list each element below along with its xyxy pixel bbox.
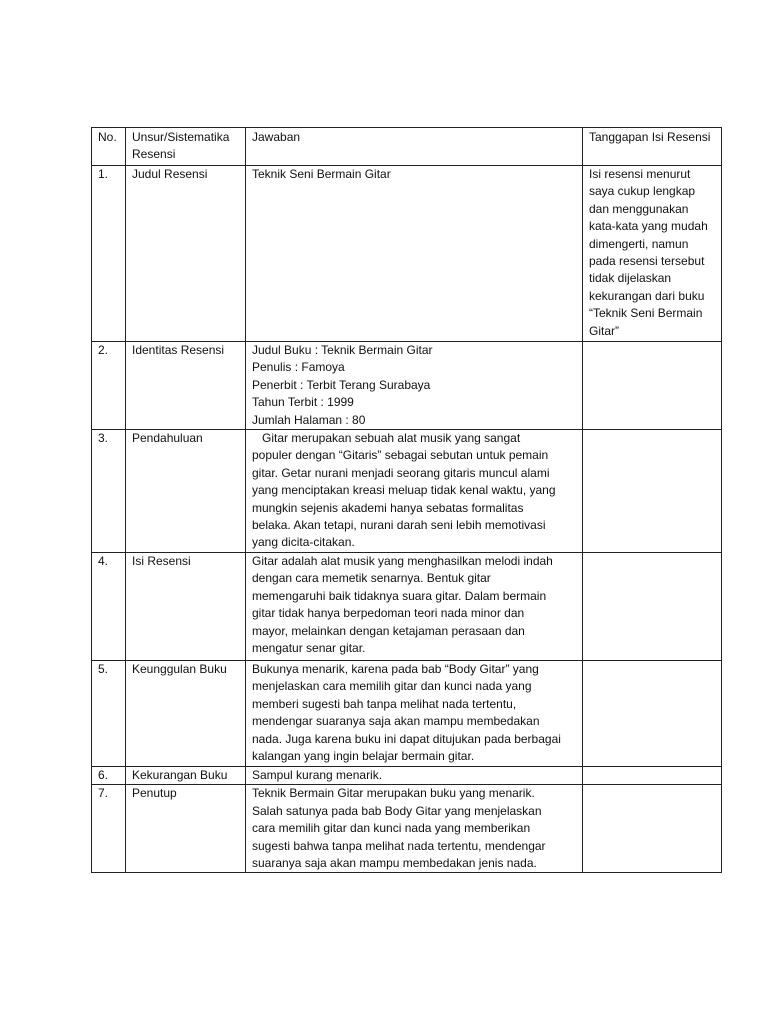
jawaban-line: mendengar suaranya saja akan mampu membedakan <box>252 714 540 729</box>
table-row <box>92 166 722 342</box>
jawaban-line: kalangan yang ingin belajar bermain gitar. <box>252 748 475 763</box>
row-number: 1. <box>92 166 126 342</box>
jawaban-line: Sampul kurang menarik. <box>252 767 383 782</box>
table-row <box>92 430 722 553</box>
jawaban-line: mengatur senar gitar. <box>252 640 366 655</box>
jawaban-line: dengan cara memetik senarnya. Bentuk gitar <box>252 571 491 586</box>
jawaban-line: Bukunya menarik, karena pada bab “Body Gitar” yang <box>252 661 539 676</box>
row-jawaban <box>246 766 583 784</box>
jawaban-line: Penulis : Famoya <box>252 360 345 375</box>
jawaban-line: mayor, melainkan dengan ketajaman perasaan dan <box>252 623 525 638</box>
row-unsur: Keunggulan Buku <box>126 660 246 766</box>
jawaban-line: cara memilih gitar dan kunci nada yang memberikan <box>252 821 531 836</box>
row-unsur: Kekurangan Buku <box>126 766 246 784</box>
row-unsur: Judul Resensi <box>126 166 246 342</box>
tanggapan-line: Gitar” <box>589 323 619 338</box>
jawaban-line: yang dicita-citakan. <box>252 535 355 550</box>
jawaban-line: Judul Buku : Teknik Bermain Gitar <box>252 343 433 357</box>
row-jawaban <box>246 785 583 873</box>
table-row <box>92 660 722 766</box>
table-row <box>92 342 722 430</box>
jawaban-line: yang menciptakan kreasi meluap tidak kenal waktu, yang <box>252 483 556 498</box>
row-tanggapan <box>583 766 722 784</box>
table-row <box>92 785 722 873</box>
jawaban-line: Gitar merupakan sebuah alat musik yang sangat <box>252 431 521 446</box>
jawaban-line: mungkin sejenis akademi hanya sebatas formalitas <box>252 500 524 515</box>
header-unsur-line2: Resensi <box>132 147 176 162</box>
row-number: 4. <box>92 552 126 660</box>
header-tanggapan: Tanggapan Isi Resensi <box>583 128 722 166</box>
jawaban-line: Salah satunya pada bab Body Gitar yang menjelaskan <box>252 803 542 818</box>
tanggapan-line: pada resensi tersebut <box>589 254 705 269</box>
jawaban-line: gitar tidak hanya berpedoman teori nada minor dan <box>252 606 525 621</box>
jawaban-line: suaranya saja akan mampu membedakan jenis nada. <box>252 855 537 870</box>
header-unsur <box>126 128 246 166</box>
row-jawaban <box>246 430 583 553</box>
jawaban-line: Penerbit : Terbit Terang Surabaya <box>252 377 431 392</box>
table-row <box>92 552 722 660</box>
row-number: 2. <box>92 342 126 430</box>
jawaban-line: nada. Juga karena buku ini dapat ditujukan pada berbagai <box>252 731 561 746</box>
tanggapan-line: tidak dijelaskan <box>589 271 672 286</box>
tanggapan-line: kata-kata yang mudah <box>589 219 708 234</box>
tanggapan-line: dan menggunakan <box>589 201 689 216</box>
row-tanggapan <box>583 166 722 342</box>
jawaban-line: memberi sugesti bah tanpa melihat nada tertentu, <box>252 696 517 711</box>
tanggapan-line: saya cukup lengkap <box>589 184 696 199</box>
row-unsur: Penutup <box>126 785 246 873</box>
tanggapan-line: Isi resensi menurut <box>589 167 691 181</box>
header-jawaban: Jawaban <box>246 128 583 166</box>
jawaban-line: memengaruhi baik tidaknya suara gitar. Dalam bermain <box>252 588 547 603</box>
jawaban-line: sugesti bahwa tanpa melihat nada tertentu, mendengar <box>252 838 546 853</box>
row-unsur: Pendahuluan <box>126 430 246 553</box>
row-tanggapan <box>583 660 722 766</box>
row-jawaban <box>246 552 583 660</box>
tanggapan-line: “Teknik Seni Bermain <box>589 306 703 321</box>
jawaban-line: belaka. Akan tetapi, nurani darah seni lebih memotivasi <box>252 518 546 533</box>
row-tanggapan <box>583 552 722 660</box>
header-unsur-line1: Unsur/Sistematika <box>132 130 230 144</box>
row-number: 6. <box>92 766 126 784</box>
jawaban-line: Tahun Terbit : 1999 <box>252 395 354 410</box>
jawaban-line: Teknik Seni Bermain Gitar <box>252 167 391 181</box>
row-tanggapan <box>583 785 722 873</box>
table-header-row <box>92 128 722 166</box>
row-number: 3. <box>92 430 126 553</box>
jawaban-line: gitar. Getar nurani menjadi seorang gitaris muncul alami <box>252 465 550 480</box>
jawaban-line: Gitar adalah alat musik yang menghasilkan melodi indah <box>252 553 553 568</box>
header-no: No. <box>92 128 126 166</box>
jawaban-line: populer dengan “Gitaris” sebagai sebutan untuk pemain <box>252 448 549 463</box>
tanggapan-line: kekurangan dari buku <box>589 288 705 303</box>
resensi-table <box>91 127 722 873</box>
jawaban-line: Teknik Bermain Gitar merupakan buku yang menarik. <box>252 786 535 801</box>
row-jawaban <box>246 660 583 766</box>
row-number: 5. <box>92 660 126 766</box>
jawaban-line: menjelaskan cara memilih gitar dan kunci nada yang <box>252 679 532 694</box>
row-number: 7. <box>92 785 126 873</box>
row-unsur: Identitas Resensi <box>126 342 246 430</box>
jawaban-line: Jumlah Halaman : 80 <box>252 412 366 427</box>
row-jawaban <box>246 166 583 342</box>
table-row <box>92 766 722 784</box>
row-tanggapan <box>583 342 722 430</box>
tanggapan-line: dimengerti, namun <box>589 236 689 251</box>
row-jawaban <box>246 342 583 430</box>
row-unsur: Isi Resensi <box>126 552 246 660</box>
row-tanggapan <box>583 430 722 553</box>
